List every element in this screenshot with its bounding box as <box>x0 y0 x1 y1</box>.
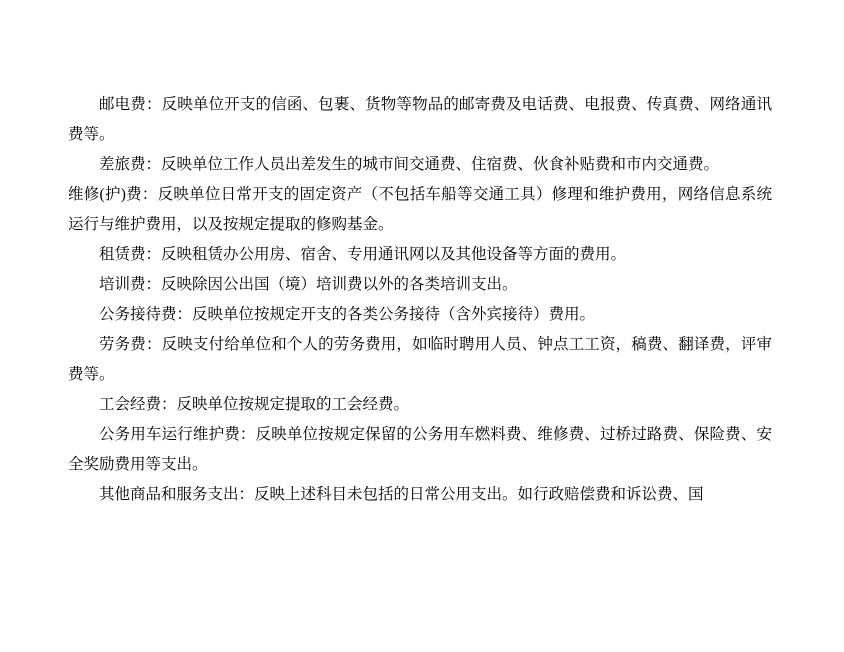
paragraph-travel-fee: 差旅费：反映单位工作人员出差发生的城市间交通费、住宿费、伙食补贴费和市内交通费。 <box>99 156 720 173</box>
paragraph-postal-fee: 邮电费：反映单位开支的信函、包裹、货物等物品的邮寄费及电话费、电报费、传真费、网络通讯费等。 <box>68 96 772 143</box>
paragraph-other-goods-services: 其他商品和服务支出：反映上述科目未包括的日常公用支出。如行政赔偿费和诉讼费、国 <box>99 486 704 503</box>
paragraph-union-funds: 工会经费：反映单位按规定提取的工会经费。 <box>99 396 410 413</box>
paragraph-labor-fee: 劳务费：反映支付给单位和个人的劳务费用，如临时聘用人员、钟点工工资，稿费、翻译费，评审费等。 <box>68 336 772 383</box>
paragraph-official-reception-fee: 公务接待费：反映单位按规定开支的各类公务接待（含外宾接待）费用。 <box>99 306 596 323</box>
paragraph-rental-fee: 租赁费：反映租赁办公用房、宿舍、专用通讯网以及其他设备等方面的费用。 <box>99 246 627 263</box>
document-body <box>68 90 772 510</box>
paragraph-official-vehicle-fee: 公务用车运行维护费：反映单位按规定保留的公务用车燃料费、维修费、过桥过路费、保险费、安全奖励费用等支出。 <box>68 426 772 473</box>
paragraph-maintenance-fee: 维修(护)费：反映单位日常开支的固定资产（不包括车船等交通工具）修理和维护费用，网络信息系统运行与维护费用，以及按规定提取的修购基金。 <box>68 186 772 233</box>
paragraph-training-fee: 培训费：反映除因公出国（境）培训费以外的各类培训支出。 <box>99 276 518 293</box>
